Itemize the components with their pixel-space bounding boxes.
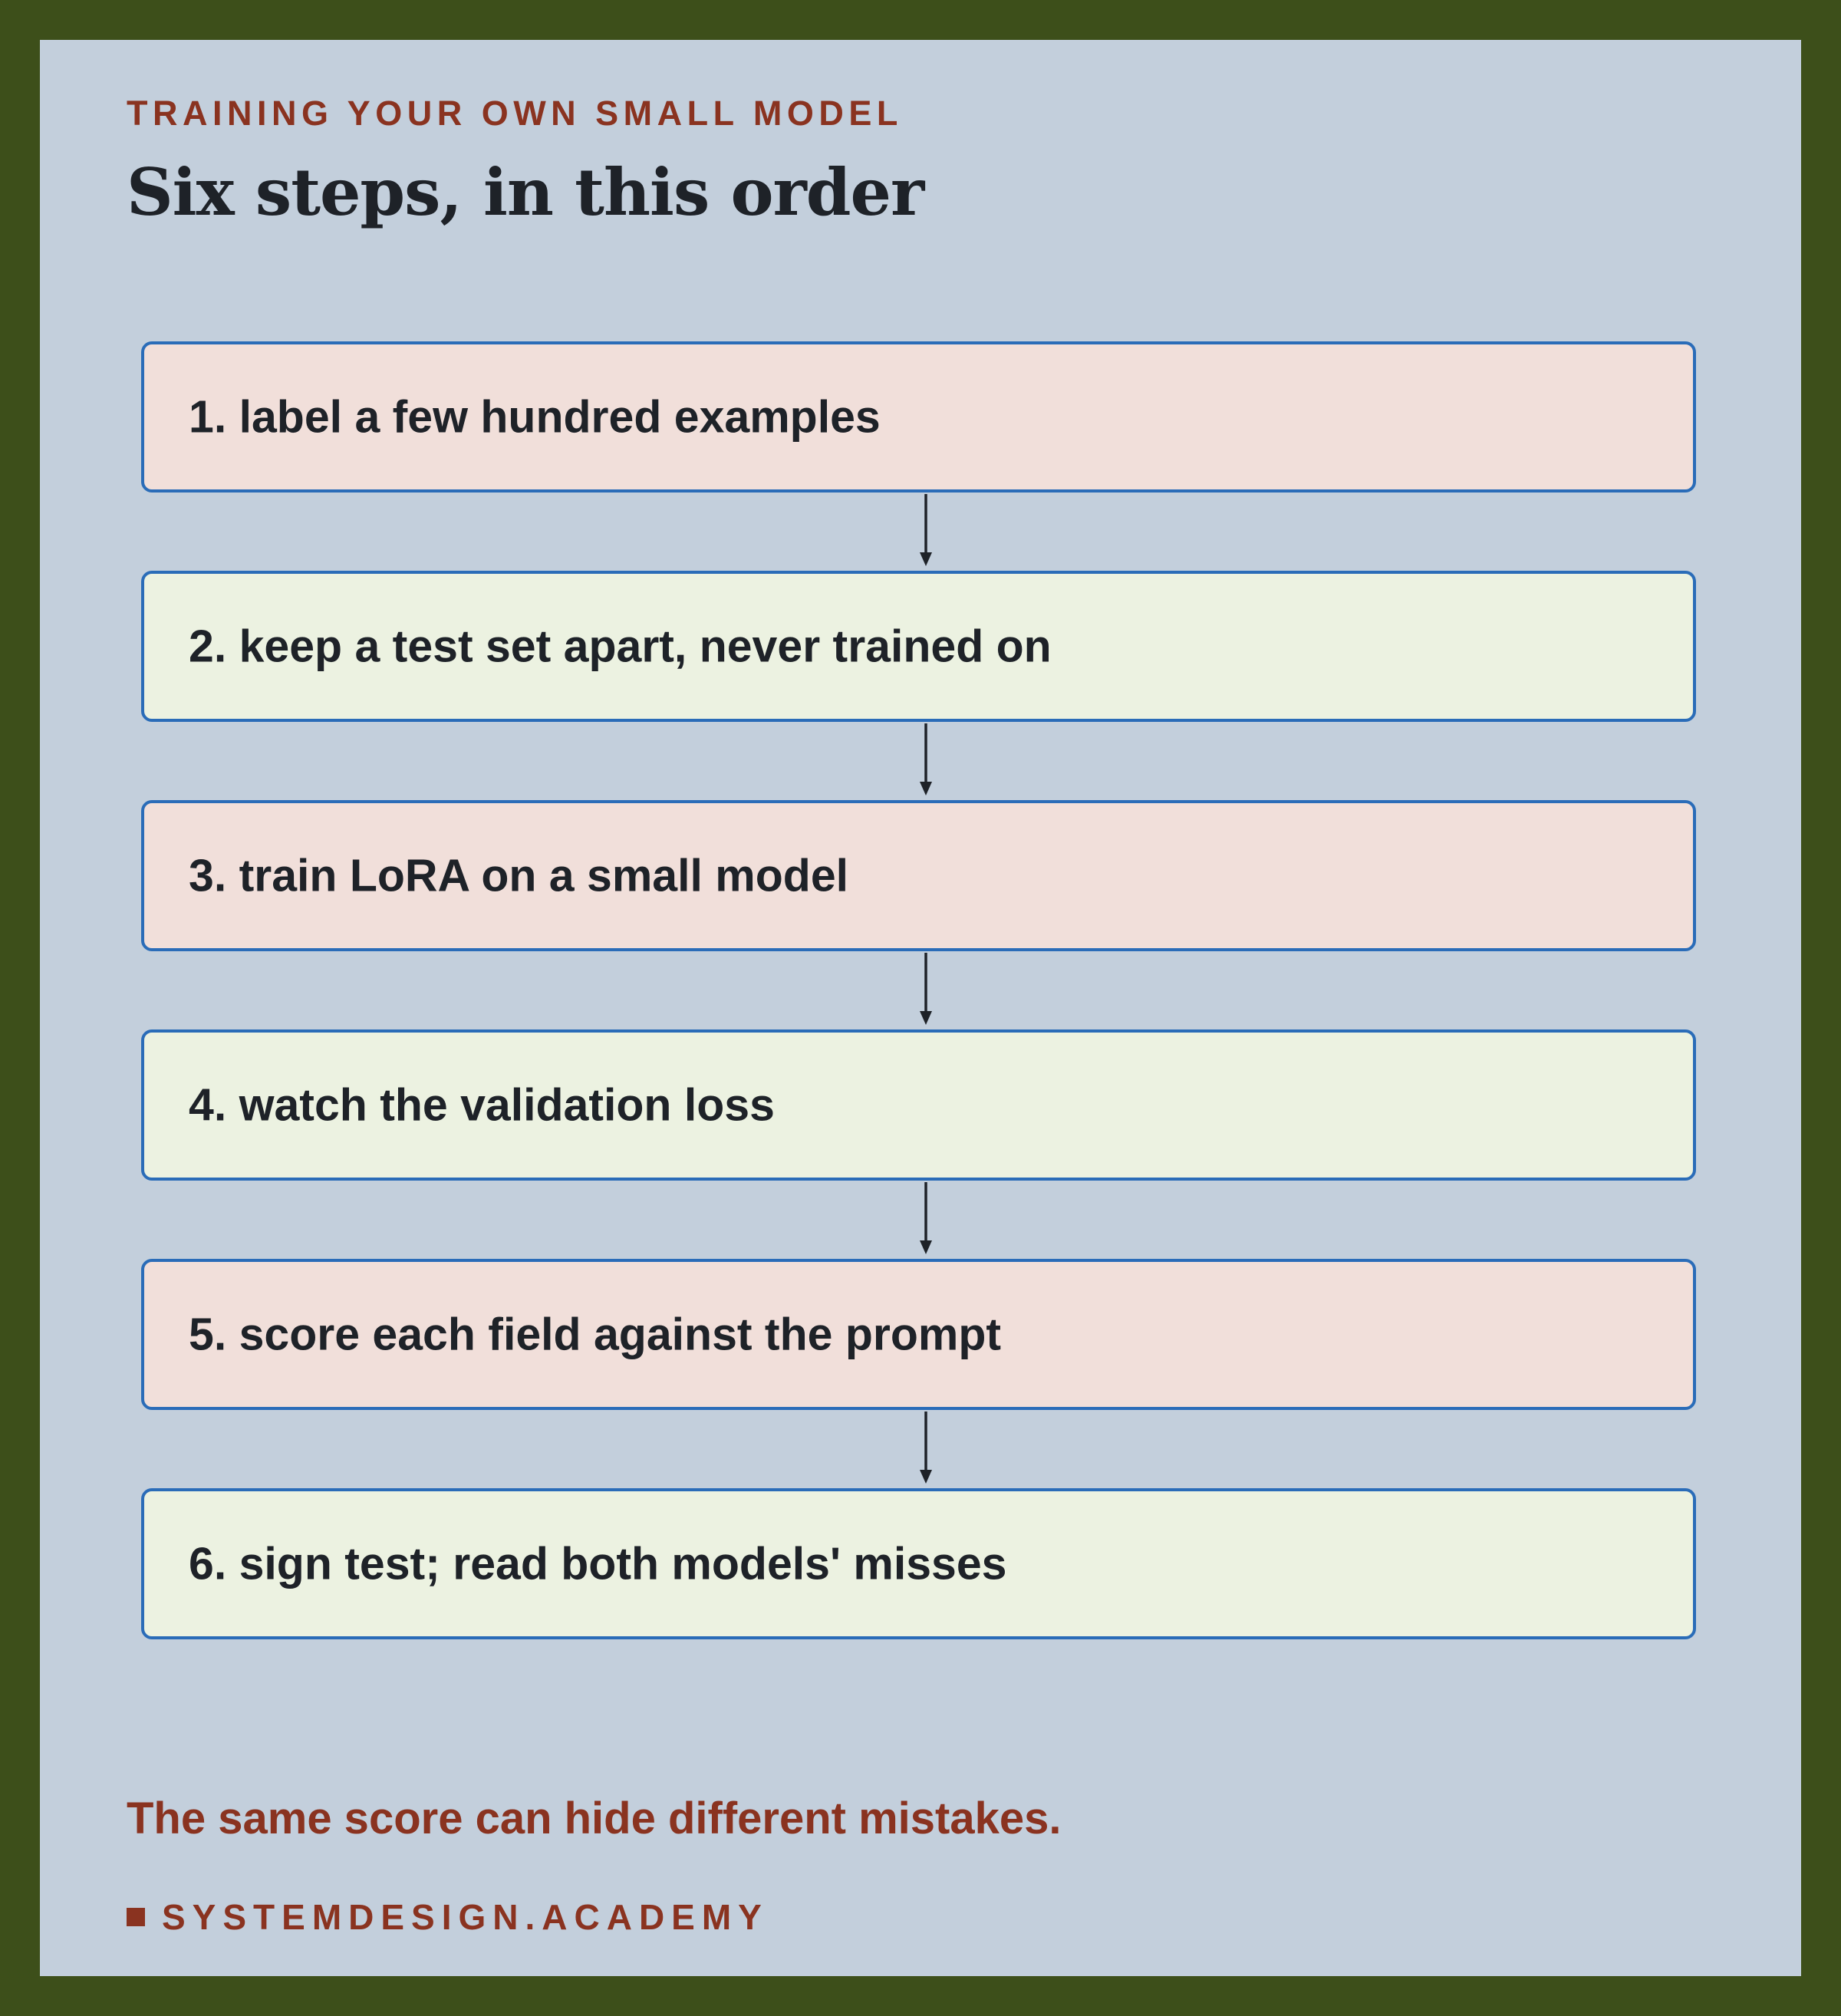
step-box-1 — [141, 341, 1696, 492]
step-box-6 — [141, 1488, 1696, 1639]
arrow-icon-2 — [918, 723, 934, 797]
eyebrow-label: TRAINING YOUR OWN SMALL MODEL — [127, 94, 903, 133]
step-box-4 — [141, 1029, 1696, 1181]
arrow-icon-3 — [918, 953, 934, 1026]
step-label-3: 3. train LoRA on a small model — [189, 850, 849, 901]
brand — [127, 1899, 769, 1935]
brand-label: SYSTEMDESIGN.ACADEMY — [162, 1897, 769, 1937]
step-label-1: 1. label a few hundred examples — [189, 391, 881, 442]
brand-square-icon — [127, 1908, 145, 1926]
arrow-icon-1 — [918, 494, 934, 568]
step-box-2 — [141, 571, 1696, 722]
step-label-6: 6. sign test; read both models' misses — [189, 1538, 1007, 1589]
step-label-2: 2. keep a test set apart, never trained on — [189, 621, 1052, 671]
arrow-icon-4 — [918, 1182, 934, 1256]
step-box-5 — [141, 1259, 1696, 1410]
step-box-3 — [141, 800, 1696, 951]
flowchart — [40, 40, 1801, 1976]
card — [40, 40, 1801, 1976]
step-label-4: 4. watch the validation loss — [189, 1079, 775, 1130]
footer-note: The same score can hide different mistakes. — [127, 1794, 1062, 1843]
step-label-5: 5. score each field against the prompt — [189, 1309, 1002, 1359]
page-title: Six steps, in this order — [127, 154, 924, 230]
arrow-icon-5 — [918, 1412, 934, 1485]
